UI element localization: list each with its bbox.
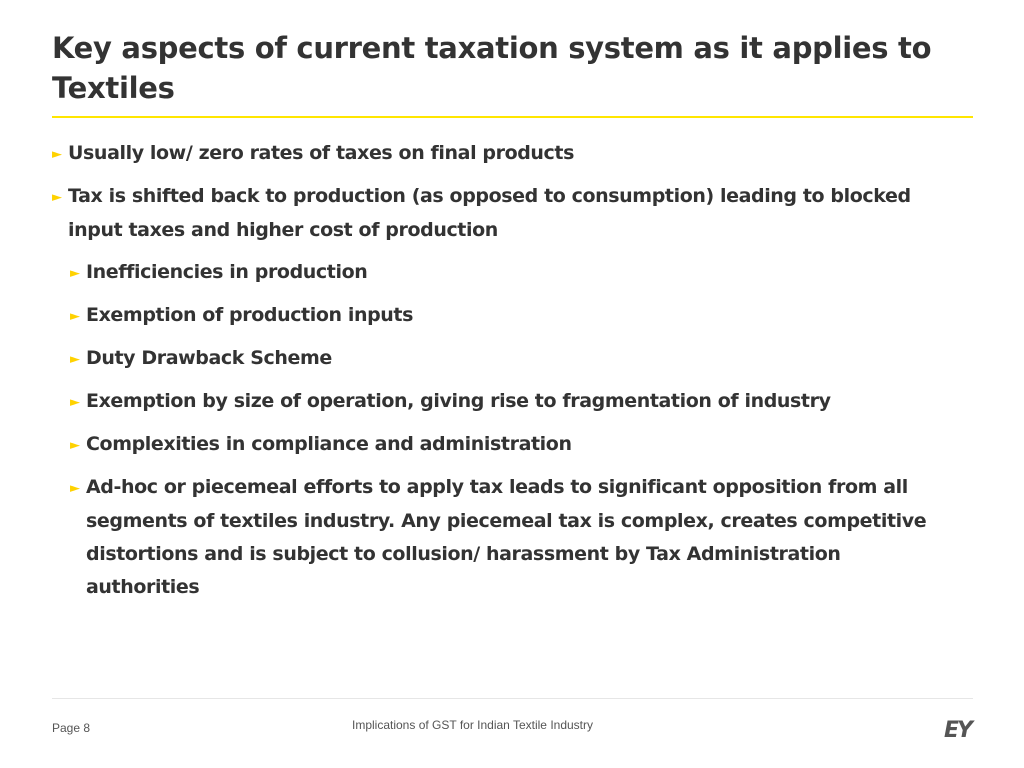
sub-bullet-item — [70, 299, 952, 333]
bullet-text: Complexities in compliance and administration — [86, 433, 572, 455]
bullet-item — [52, 137, 952, 171]
sub-bullet-item — [70, 385, 952, 419]
bullet-text: Usually low/ zero rates of taxes on final products — [68, 142, 575, 164]
triangle-right-icon: ► — [52, 147, 62, 162]
triangle-right-icon: ► — [70, 395, 80, 410]
triangle-right-icon: ► — [52, 190, 62, 205]
title-underline — [52, 116, 973, 118]
bullet-text: Tax is shifted back to production (as opposed to consumption) leading to blocked input taxes and higher cost of production — [68, 185, 911, 241]
ey-logo: EY — [944, 718, 971, 743]
slide-title: Key aspects of current taxation system as it applies to Textiles — [52, 31, 932, 105]
bullet-item — [52, 180, 952, 247]
bullet-text: Exemption of production inputs — [86, 304, 414, 326]
page-number: Page 8 — [52, 721, 91, 735]
sub-bullet-item — [70, 428, 952, 462]
triangle-right-icon: ► — [70, 352, 80, 367]
bullet-text: Ad-hoc or piecemeal efforts to apply tax leads to significant opposition from all segments of textiles industry. Any piecemeal tax is complex, creates competitive distortions and is subject to collusion/ harassment by Tax Administration authorities — [86, 476, 927, 598]
sub-bullet-item — [70, 342, 952, 376]
bullet-text: Exemption by size of operation, giving rise to fragmentation of industry — [86, 390, 831, 412]
bullet-text: Inefficiencies in production — [86, 261, 368, 283]
triangle-right-icon: ► — [70, 438, 80, 453]
footer-title: Implications of GST for Indian Textile Industry — [352, 718, 594, 732]
bullet-list — [52, 137, 952, 613]
triangle-right-icon: ► — [70, 266, 80, 281]
footer-divider — [52, 698, 973, 699]
triangle-right-icon: ► — [70, 481, 80, 496]
sub-bullet-item — [70, 471, 952, 604]
bullet-text: Duty Drawback Scheme — [86, 347, 332, 369]
triangle-right-icon: ► — [70, 309, 80, 324]
sub-bullet-item — [70, 256, 952, 290]
